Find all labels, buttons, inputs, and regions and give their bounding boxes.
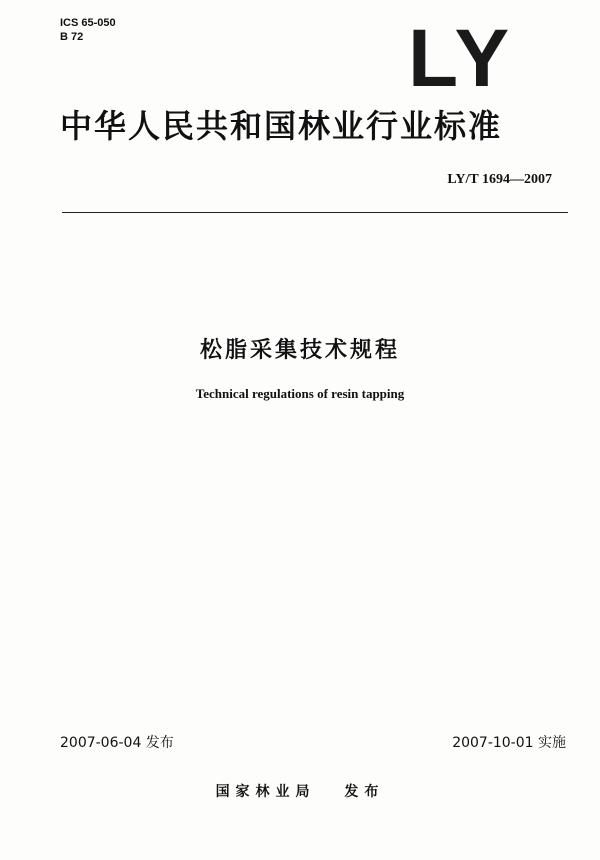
classification-code: B 72: [60, 31, 84, 43]
implementation-date: 2007-10-01 实施: [452, 735, 566, 751]
header-divider: [62, 212, 568, 213]
publisher: 国家林业局 发布: [215, 784, 385, 800]
ics-code: ICS 65-050: [60, 17, 116, 29]
standard-type-heading: 中华人民共和国林业行业标准: [60, 107, 503, 145]
issue-date: 2007-06-04 发布: [60, 735, 174, 751]
document-title-cn: 松脂采集技术规程: [199, 338, 400, 363]
ics-block: [60, 16, 116, 44]
document-title-en: Technical regulations of resin tapping: [195, 386, 405, 401]
standard-number: LY/T 1694—2007: [447, 172, 552, 187]
ly-logo: LY: [408, 13, 514, 104]
